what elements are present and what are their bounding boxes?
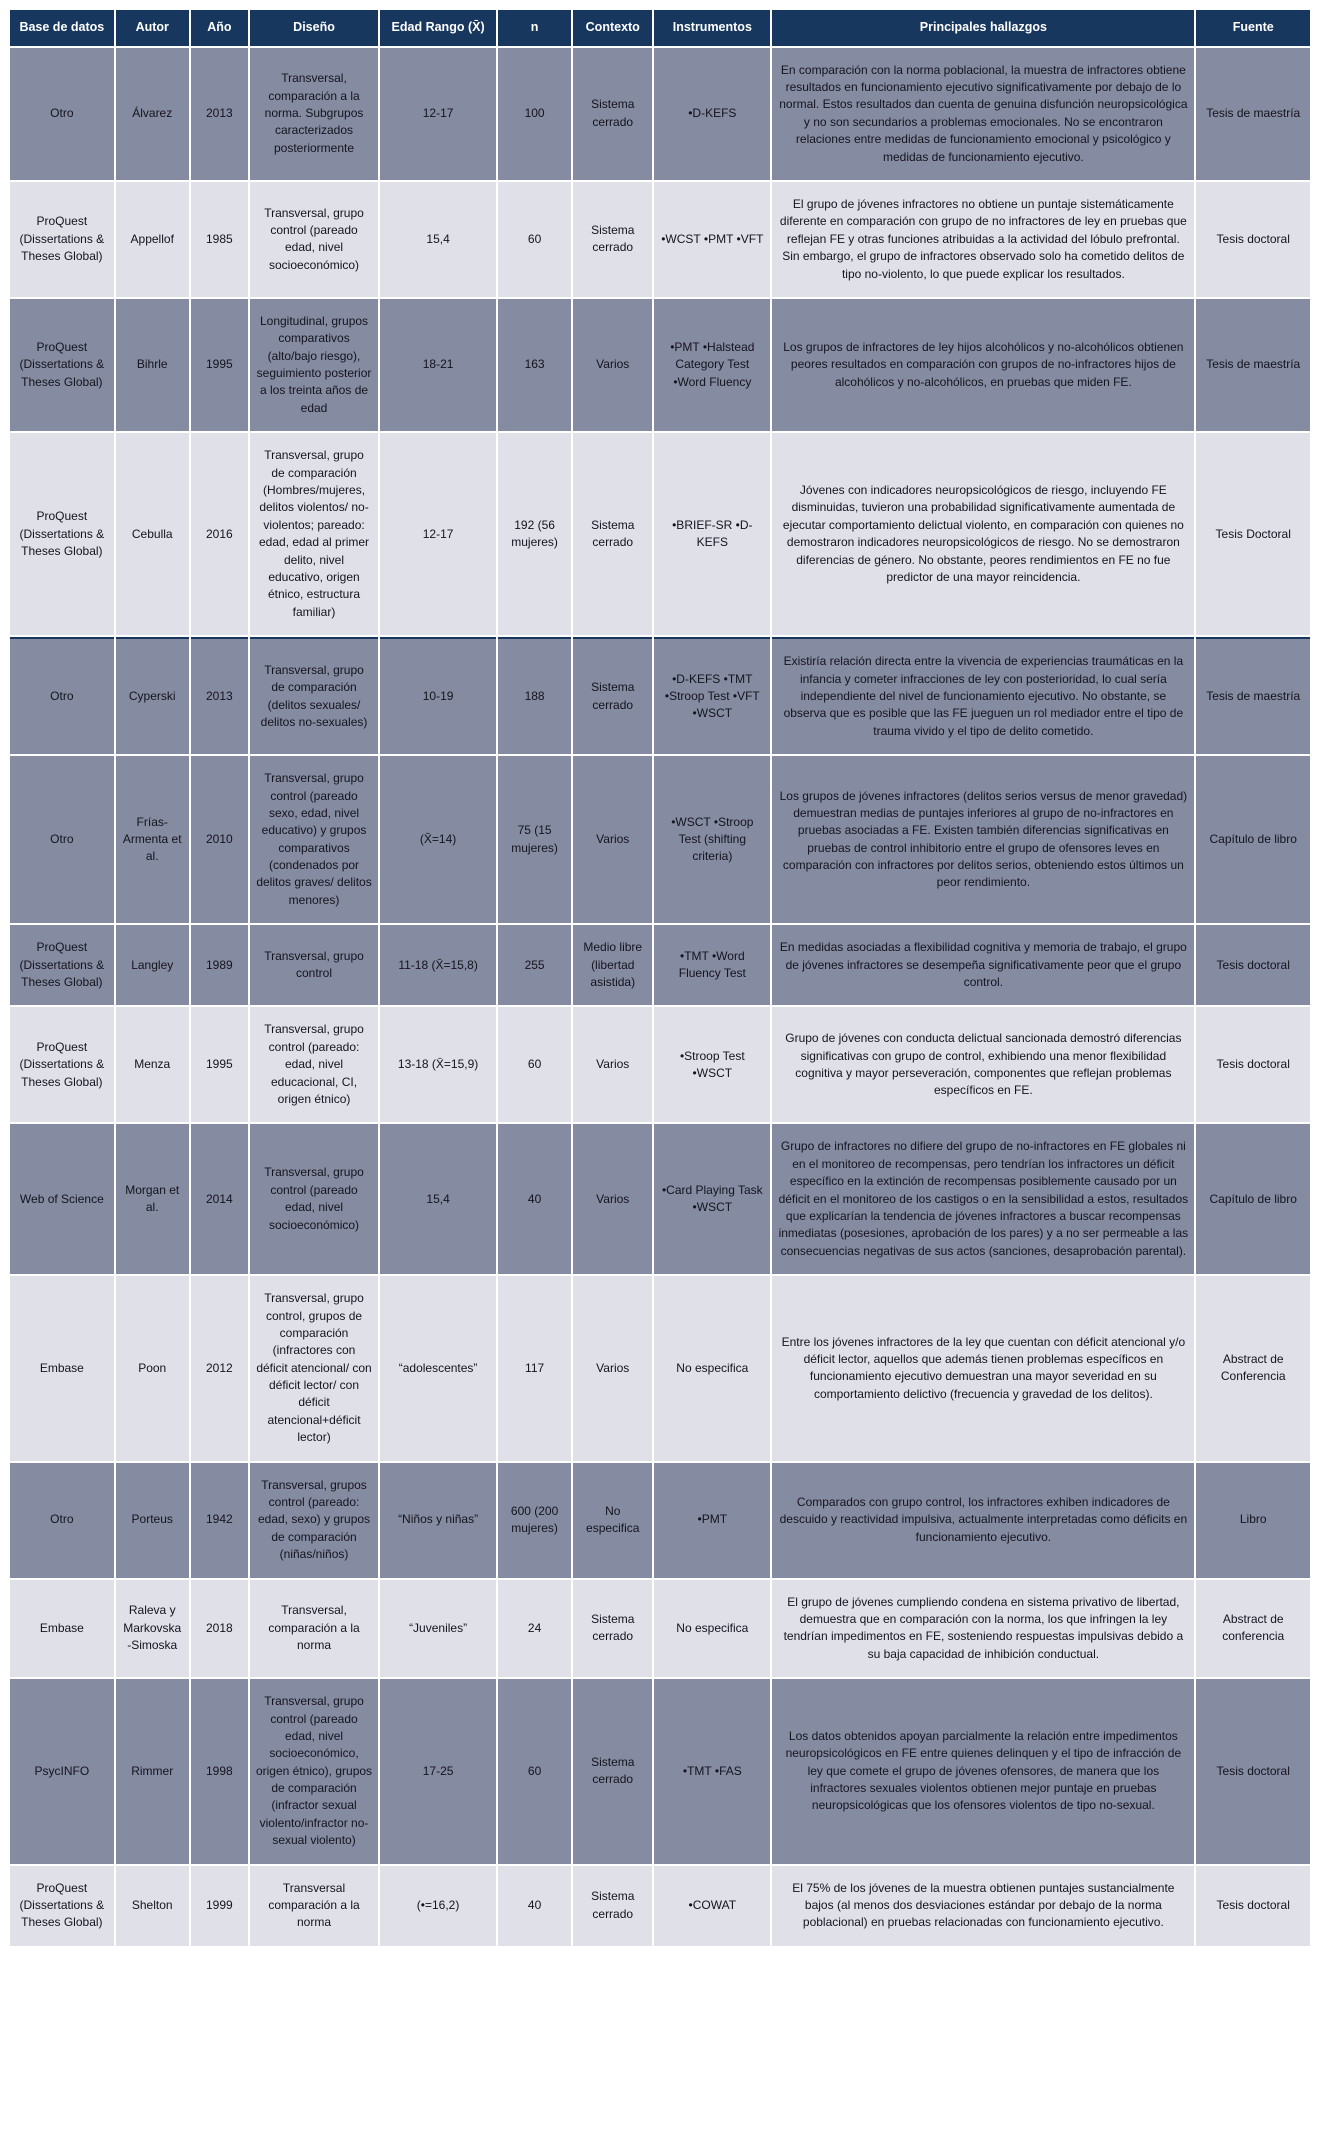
cell-diseno: Transversal, comparación a la norma bbox=[250, 1580, 378, 1678]
cell-ano: 1989 bbox=[191, 925, 248, 1005]
cell-instrumentos: •WCST •PMT •VFT bbox=[654, 182, 770, 297]
cell-hallazgos: Los datos obtenidos apoyan parcialmente la relación entre impedimentos neuropsicológicos en FE entre quienes delinquen y el tipo de infracción de ley que comete el grupo de jóvenes ofensores, de manera que los infractores sexuales violentos obtienen mejor puntaje en pruebas neuropsicológicas que los ofensores violentos de tipo no-sexual. bbox=[772, 1679, 1194, 1864]
cell-diseno: Transversal comparación a la norma bbox=[250, 1866, 378, 1946]
cell-diseno: Transversal, grupo de comparación (Hombres/mujeres, delitos violentos/ no-violentos; pareado: edad, edad al primer delito, nivel educativo, origen étnico, estructura familiar) bbox=[250, 433, 378, 635]
cell-contexto: Sistema cerrado bbox=[573, 433, 652, 635]
cell-edad: 15,4 bbox=[380, 1124, 496, 1274]
cell-base: Otro bbox=[10, 1463, 114, 1578]
table-row bbox=[10, 756, 1310, 923]
cell-fuente: Tesis doctoral bbox=[1196, 1007, 1310, 1122]
cell-instrumentos: •D-KEFS •TMT •Stroop Test •VFT •WSCT bbox=[654, 637, 770, 754]
cell-contexto: Varios bbox=[573, 1007, 652, 1122]
cell-base: ProQuest (Dissertations & Theses Global) bbox=[10, 1866, 114, 1946]
table-row bbox=[10, 1679, 1310, 1864]
cell-contexto: Sistema cerrado bbox=[573, 1866, 652, 1946]
cell-diseno: Transversal, grupos control (pareado: edad, sexo) y grupos de comparación (niñas/niños) bbox=[250, 1463, 378, 1578]
cell-n: 188 bbox=[498, 637, 571, 754]
table-row bbox=[10, 1580, 1310, 1678]
cell-ano: 1999 bbox=[191, 1866, 248, 1946]
cell-n: 40 bbox=[498, 1866, 571, 1946]
cell-ano: 2012 bbox=[191, 1276, 248, 1461]
table-row bbox=[10, 1463, 1310, 1578]
table-row bbox=[10, 1124, 1310, 1274]
cell-instrumentos: •D-KEFS bbox=[654, 48, 770, 180]
cell-autor: Porteus bbox=[116, 1463, 189, 1578]
cell-n: 100 bbox=[498, 48, 571, 180]
cell-instrumentos: •Stroop Test •WSCT bbox=[654, 1007, 770, 1122]
cell-diseno: Transversal, grupo control bbox=[250, 925, 378, 1005]
cell-autor: Cyperski bbox=[116, 637, 189, 754]
cell-autor: Menza bbox=[116, 1007, 189, 1122]
column-header-autor: Autor bbox=[116, 10, 189, 46]
cell-base: Otro bbox=[10, 637, 114, 754]
cell-ano: 2016 bbox=[191, 433, 248, 635]
cell-base: Web of Science bbox=[10, 1124, 114, 1274]
cell-base: ProQuest (Dissertations & Theses Global) bbox=[10, 182, 114, 297]
cell-instrumentos: •BRIEF-SR •D-KEFS bbox=[654, 433, 770, 635]
cell-edad: “adolescentes” bbox=[380, 1276, 496, 1461]
cell-n: 24 bbox=[498, 1580, 571, 1678]
cell-fuente: Tesis doctoral bbox=[1196, 1679, 1310, 1864]
cell-ano: 2018 bbox=[191, 1580, 248, 1678]
cell-autor: Shelton bbox=[116, 1866, 189, 1946]
cell-hallazgos: En medidas asociadas a flexibilidad cognitiva y memoria de trabajo, el grupo de jóvenes infractores se desempeña significativamente peor que el grupo control. bbox=[772, 925, 1194, 1005]
cell-n: 600 (200 mujeres) bbox=[498, 1463, 571, 1578]
column-header-diseno: Diseño bbox=[250, 10, 378, 46]
table-row bbox=[10, 1276, 1310, 1461]
column-header-base: Base de datos bbox=[10, 10, 114, 46]
cell-base: ProQuest (Dissertations & Theses Global) bbox=[10, 1007, 114, 1122]
column-header-fuente: Fuente bbox=[1196, 10, 1310, 46]
cell-ano: 2010 bbox=[191, 756, 248, 923]
column-header-hallazgos: Principales hallazgos bbox=[772, 10, 1194, 46]
cell-contexto: Sistema cerrado bbox=[573, 48, 652, 180]
cell-diseno: Transversal, grupo control (pareado edad, nivel socioeconómico) bbox=[250, 182, 378, 297]
cell-autor: Cebulla bbox=[116, 433, 189, 635]
cell-n: 60 bbox=[498, 1007, 571, 1122]
cell-fuente: Tesis de maestría bbox=[1196, 299, 1310, 431]
header-row bbox=[10, 10, 1310, 46]
cell-edad: 10-19 bbox=[380, 637, 496, 754]
table-head bbox=[10, 10, 1310, 46]
cell-diseno: Transversal, grupo control (pareado: edad, nivel educacional, CI, origen étnico) bbox=[250, 1007, 378, 1122]
cell-instrumentos: •Card Playing Task •WSCT bbox=[654, 1124, 770, 1274]
cell-contexto: Sistema cerrado bbox=[573, 1679, 652, 1864]
cell-edad: 17-25 bbox=[380, 1679, 496, 1864]
cell-edad: 18-21 bbox=[380, 299, 496, 431]
cell-n: 163 bbox=[498, 299, 571, 431]
cell-instrumentos: •COWAT bbox=[654, 1866, 770, 1946]
cell-diseno: Transversal, grupo control (pareado sexo, edad, nivel educativo) y grupos comparativos (condenados por delitos graves/ delitos menores) bbox=[250, 756, 378, 923]
systematic-review-table bbox=[8, 8, 1312, 1948]
table-row bbox=[10, 1007, 1310, 1122]
cell-diseno: Longitudinal, grupos comparativos (alto/bajo riesgo), seguimiento posterior a los treinta años de edad bbox=[250, 299, 378, 431]
cell-hallazgos: Existiría relación directa entre la vivencia de experiencias traumáticas en la infancia y cometer infracciones de ley con posterioridad, lo cual sería independiente del nivel de funcionamiento ejecutivo. No obstante, se observa que es posible que las FE jueguen un rol mediador entre el tipo de trauma vivido y el tipo de delito cometido. bbox=[772, 637, 1194, 754]
cell-contexto: Sistema cerrado bbox=[573, 1580, 652, 1678]
cell-fuente: Tesis doctoral bbox=[1196, 925, 1310, 1005]
cell-edad: “Niños y niñas” bbox=[380, 1463, 496, 1578]
cell-diseno: Transversal, grupo control (pareado edad, nivel socioeconómico) bbox=[250, 1124, 378, 1274]
table-row bbox=[10, 48, 1310, 180]
table-row bbox=[10, 925, 1310, 1005]
cell-diseno: Transversal, grupo control, grupos de comparación (infractores con déficit atencional/ con déficit lector/ con déficit atencional+déficit lector) bbox=[250, 1276, 378, 1461]
cell-fuente: Capítulo de libro bbox=[1196, 756, 1310, 923]
cell-n: 60 bbox=[498, 1679, 571, 1864]
cell-fuente: Tesis doctoral bbox=[1196, 182, 1310, 297]
table-row bbox=[10, 182, 1310, 297]
cell-hallazgos: Los grupos de infractores de ley hijos alcohólicos y no-alcohólicos obtienen peores resultados en comparación con grupos de no-infractores hijos de alcohólicos y no-alcohólicos, en pruebas que miden FE. bbox=[772, 299, 1194, 431]
cell-base: Embase bbox=[10, 1580, 114, 1678]
cell-contexto: Varios bbox=[573, 1124, 652, 1274]
cell-diseno: Transversal, comparación a la norma. Subgrupos caracterizados posteriormente bbox=[250, 48, 378, 180]
table-row bbox=[10, 299, 1310, 431]
cell-contexto: Sistema cerrado bbox=[573, 182, 652, 297]
cell-instrumentos: •TMT •Word Fluency Test bbox=[654, 925, 770, 1005]
cell-base: ProQuest (Dissertations & Theses Global) bbox=[10, 433, 114, 635]
cell-edad: 12-17 bbox=[380, 48, 496, 180]
cell-fuente: Tesis de maestría bbox=[1196, 48, 1310, 180]
cell-autor: Bihrle bbox=[116, 299, 189, 431]
cell-base: Embase bbox=[10, 1276, 114, 1461]
cell-ano: 1998 bbox=[191, 1679, 248, 1864]
cell-fuente: Abstract de Conferencia bbox=[1196, 1276, 1310, 1461]
cell-contexto: Varios bbox=[573, 756, 652, 923]
cell-hallazgos: El grupo de jóvenes cumpliendo condena en sistema privativo de libertad, demuestra que en comparación con la norma, los que infringen la ley tendrían impedimentos en FE, sosteniendo respuestas impulsivas debido a su baja capacidad de inhibición conductual. bbox=[772, 1580, 1194, 1678]
cell-base: ProQuest (Dissertations & Theses Global) bbox=[10, 299, 114, 431]
column-header-edad: Edad Rango (X̄) bbox=[380, 10, 496, 46]
cell-autor: Rimmer bbox=[116, 1679, 189, 1864]
cell-autor: Morgan et al. bbox=[116, 1124, 189, 1274]
cell-autor: Álvarez bbox=[116, 48, 189, 180]
cell-n: 255 bbox=[498, 925, 571, 1005]
cell-diseno: Transversal, grupo control (pareado edad, nivel socioeconómico, origen étnico), grupos de comparación (infractor sexual violento/infractor no-sexual violento) bbox=[250, 1679, 378, 1864]
cell-base: PsycINFO bbox=[10, 1679, 114, 1864]
cell-instrumentos: •PMT •Halstead Category Test •Word Fluency bbox=[654, 299, 770, 431]
cell-autor: Langley bbox=[116, 925, 189, 1005]
cell-instrumentos: No especifica bbox=[654, 1580, 770, 1678]
cell-ano: 1985 bbox=[191, 182, 248, 297]
cell-fuente: Tesis Doctoral bbox=[1196, 433, 1310, 635]
cell-contexto: Varios bbox=[573, 299, 652, 431]
table-row bbox=[10, 433, 1310, 635]
table-row bbox=[10, 1866, 1310, 1946]
cell-ano: 1942 bbox=[191, 1463, 248, 1578]
cell-edad: 11-18 (X̄=15,8) bbox=[380, 925, 496, 1005]
table-body bbox=[10, 48, 1310, 1946]
cell-contexto: Sistema cerrado bbox=[573, 637, 652, 754]
cell-edad: 13-18 (X̄=15,9) bbox=[380, 1007, 496, 1122]
cell-contexto: No especifica bbox=[573, 1463, 652, 1578]
cell-n: 60 bbox=[498, 182, 571, 297]
cell-instrumentos: •PMT bbox=[654, 1463, 770, 1578]
cell-ano: 1995 bbox=[191, 1007, 248, 1122]
cell-hallazgos: Grupo de infractores no difiere del grupo de no-infractores en FE globales ni en el monitoreo de recompensas, pero tendrían los infractores un déficit específico en la extinción de recompensas posiblemente causado por un déficit en el monitoreo de los castigos o en la sensibilidad a estos, resultados que explicarían la tendencia de jóvenes infractores a buscar recompensas inmediatas (posesiones, aprobación de los pares) y a no ser permeable a las consecuencias negativas de sus actos (sanciones, desaprobación parental). bbox=[772, 1124, 1194, 1274]
cell-fuente: Tesis doctoral bbox=[1196, 1866, 1310, 1946]
cell-diseno: Transversal, grupo de comparación (delitos sexuales/ delitos no-sexuales) bbox=[250, 637, 378, 754]
cell-fuente: Libro bbox=[1196, 1463, 1310, 1578]
cell-autor: Raleva y Markovska-Simoska bbox=[116, 1580, 189, 1678]
cell-contexto: Medio libre (libertad asistida) bbox=[573, 925, 652, 1005]
cell-instrumentos: •TMT •FAS bbox=[654, 1679, 770, 1864]
cell-n: 192 (56 mujeres) bbox=[498, 433, 571, 635]
cell-contexto: Varios bbox=[573, 1276, 652, 1461]
cell-edad: “Juveniles” bbox=[380, 1580, 496, 1678]
cell-ano: 2013 bbox=[191, 637, 248, 754]
cell-fuente: Tesis de maestría bbox=[1196, 637, 1310, 754]
cell-hallazgos: En comparación con la norma poblacional, la muestra de infractores obtiene resultados en funcionamiento ejecutivo significativamente por debajo de lo normal. Estos resultados dan cuenta de genuina disfunción neuropsicológica y no son secundarios a problemas emocionales. No se encontraron relaciones entre medidas de funcionamiento emocional y psicológico y medidas de funcionamiento ejecutivo. bbox=[772, 48, 1194, 180]
cell-autor: Appellof bbox=[116, 182, 189, 297]
cell-base: Otro bbox=[10, 756, 114, 923]
cell-instrumentos: No especifica bbox=[654, 1276, 770, 1461]
cell-n: 75 (15 mujeres) bbox=[498, 756, 571, 923]
cell-hallazgos: El 75% de los jóvenes de la muestra obtienen puntajes sustancialmente bajos (al menos dos desviaciones estándar por debajo de la norma poblacional) en pruebas relacionadas con funcionamiento ejecutivo. bbox=[772, 1866, 1194, 1946]
cell-base: ProQuest (Dissertations & Theses Global) bbox=[10, 925, 114, 1005]
column-header-ano: Año bbox=[191, 10, 248, 46]
cell-base: Otro bbox=[10, 48, 114, 180]
cell-instrumentos: •WSCT •Stroop Test (shifting criteria) bbox=[654, 756, 770, 923]
cell-hallazgos: Grupo de jóvenes con conducta delictual sancionada demostró diferencias significativas con grupo de control, exhibiendo una menor flexibilidad cognitiva y mayor perseveración, componentes que reflejan problemas específicos en FE. bbox=[772, 1007, 1194, 1122]
cell-fuente: Abstract de conferencia bbox=[1196, 1580, 1310, 1678]
column-header-contexto: Contexto bbox=[573, 10, 652, 46]
cell-edad: 12-17 bbox=[380, 433, 496, 635]
cell-n: 40 bbox=[498, 1124, 571, 1274]
cell-edad: 15,4 bbox=[380, 182, 496, 297]
cell-ano: 2013 bbox=[191, 48, 248, 180]
cell-hallazgos: Los grupos de jóvenes infractores (delitos serios versus de menor gravedad) demuestran medias de puntajes inferiores al grupo de no-infractores en pruebas asociadas a FE. Existen también diferencias significativas en pruebas de control inhibitorio entre el grupo de ofensores leves en comparación con infractores por delitos serios, obteniendo estos últimos un peor rendimiento. bbox=[772, 756, 1194, 923]
table-row bbox=[10, 637, 1310, 754]
cell-autor: Poon bbox=[116, 1276, 189, 1461]
cell-ano: 2014 bbox=[191, 1124, 248, 1274]
cell-hallazgos: Jóvenes con indicadores neuropsicológicos de riesgo, incluyendo FE disminuidas, tuvieron una probabilidad significativamente aumentada de ejecutar comportamiento delictual violento, en comparación con quienes no demostraron indicadores neuropsicológicos de riesgo. No se demostraron diferencias de género. No obstante, peores rendimientos en FE no fue predictor de una mayor reincidencia. bbox=[772, 433, 1194, 635]
cell-hallazgos: El grupo de jóvenes infractores no obtiene un puntaje sistemáticamente diferente en comparación con grupo de no infractores de ley en pruebas que reflejan FE y otras funciones atribuidas a la actividad del lóbulo prefrontal. Sin embargo, el grupo de infractores observado solo ha cometido delitos de tipo no-violento, lo que puede explicar los resultados. bbox=[772, 182, 1194, 297]
cell-edad: (X̄=14) bbox=[380, 756, 496, 923]
column-header-instrumentos: Instrumentos bbox=[654, 10, 770, 46]
cell-n: 117 bbox=[498, 1276, 571, 1461]
cell-ano: 1995 bbox=[191, 299, 248, 431]
cell-hallazgos: Comparados con grupo control, los infractores exhiben indicadores de descuido y reactividad impulsiva, actualmente interpretadas como déficits en funcionamiento ejecutivo. bbox=[772, 1463, 1194, 1578]
column-header-n: n bbox=[498, 10, 571, 46]
cell-fuente: Capítulo de libro bbox=[1196, 1124, 1310, 1274]
cell-edad: (•=16,2) bbox=[380, 1866, 496, 1946]
cell-autor: Frías-Armenta et al. bbox=[116, 756, 189, 923]
cell-hallazgos: Entre los jóvenes infractores de la ley que cuentan con déficit atencional y/o déficit lector, aquellos que además tienen problemas específicos en funcionamiento ejecutivo demuestran una mayor severidad en su comportamiento delictivo (frecuencia y gravedad de los delitos). bbox=[772, 1276, 1194, 1461]
